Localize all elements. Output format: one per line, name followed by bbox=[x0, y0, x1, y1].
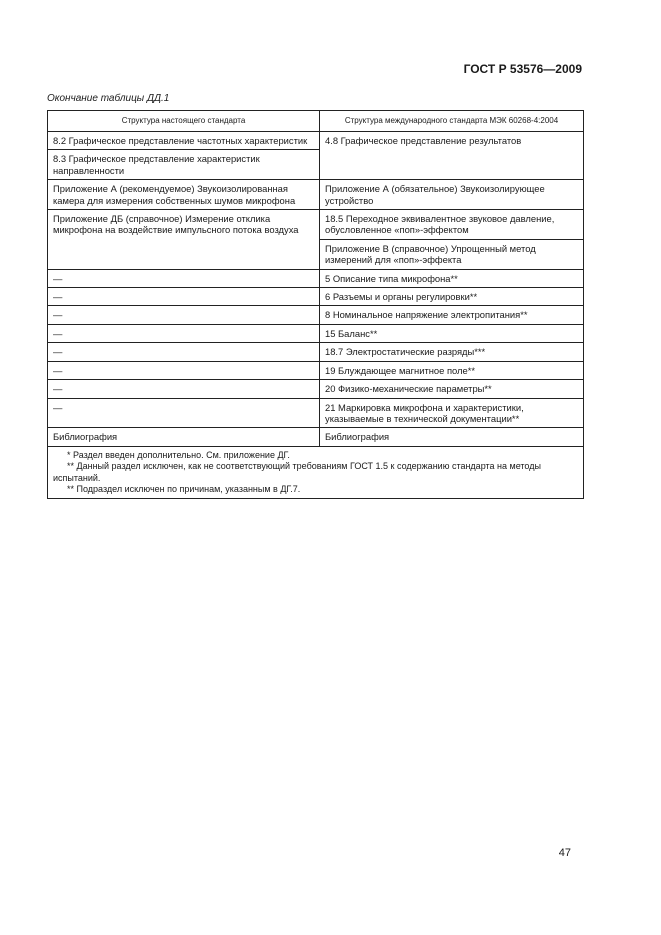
table-caption: Окончание таблицы ДД.1 bbox=[47, 93, 170, 104]
column-header-international: Структура международного стандарта МЭК 60268-4:2004 bbox=[320, 111, 584, 132]
table-row bbox=[48, 210, 584, 240]
table-cell: Приложение А (обязательное) Звукоизолирующее устройство bbox=[320, 180, 584, 210]
table-cell: 18.7 Электростатические разряды*** bbox=[320, 343, 584, 361]
table-row bbox=[48, 428, 584, 446]
footnote: ** Подраздел исключен по причинам, указанным в ДГ.7. bbox=[67, 483, 301, 494]
table-cell: 20 Физико-механические параметры** bbox=[320, 380, 584, 398]
table-cell: — bbox=[48, 398, 320, 428]
table-cell: 18.5 Переходное эквивалентное звуковое давление, обусловленное «поп»-эффектом bbox=[320, 210, 584, 240]
table-cell: — bbox=[48, 306, 320, 324]
table-cell: 21 Маркировка микрофона и характеристики, указываемые в технической документации** bbox=[320, 398, 584, 428]
table-cell: 6 Разъемы и органы регулировки** bbox=[320, 288, 584, 306]
table-cell: 19 Блуждающее магнитное поле** bbox=[320, 361, 584, 379]
structure-comparison-table bbox=[47, 110, 584, 499]
footnote: ** Данный раздел исключен, как не соответствующий требованиям ГОСТ 1.5 к содержанию стандарта на методы испытаний. bbox=[53, 461, 541, 483]
table-cell: — bbox=[48, 361, 320, 379]
table-row bbox=[48, 132, 584, 150]
table-row bbox=[48, 269, 584, 287]
table-notes-row bbox=[48, 446, 584, 499]
table-header-row bbox=[48, 111, 584, 132]
table-cell: 8 Номинальное напряжение электропитания** bbox=[320, 306, 584, 324]
table-cell: Библиография bbox=[320, 428, 584, 446]
table-cell: Библиография bbox=[48, 428, 320, 446]
table-row bbox=[48, 398, 584, 428]
table-row bbox=[48, 306, 584, 324]
table-cell: Приложение ДБ (справочное) Измерение отклика микрофона на воздействие импульсного потока воздуха bbox=[48, 210, 320, 270]
table-row bbox=[48, 180, 584, 210]
column-header-national: Структура настоящего стандарта bbox=[48, 111, 320, 132]
standard-code: ГОСТ Р 53576—2009 bbox=[463, 62, 582, 76]
page-number: 47 bbox=[558, 847, 571, 859]
table-row bbox=[48, 361, 584, 379]
table-cell: 15 Баланс** bbox=[320, 324, 584, 342]
table-cell: 8.2 Графическое представление частотных характеристик bbox=[48, 132, 320, 150]
table-row bbox=[48, 324, 584, 342]
table-notes bbox=[48, 446, 584, 499]
table-row bbox=[48, 380, 584, 398]
table-cell: Приложение В (справочное) Упрощенный метод измерений для «поп»-эффекта bbox=[320, 239, 584, 269]
table-cell: — bbox=[48, 380, 320, 398]
footnote: * Раздел введен дополнительно. См. приложение ДГ. bbox=[67, 449, 290, 460]
table-cell: 8.3 Графическое представление характеристик направленности bbox=[48, 150, 320, 180]
table-cell: 4.8 Графическое представление результатов bbox=[320, 132, 584, 180]
table-cell: Приложение А (рекомендуемое) Звукоизолированная камера для измерения собственных шумов микрофона bbox=[48, 180, 320, 210]
table-cell: — bbox=[48, 343, 320, 361]
table-cell: — bbox=[48, 288, 320, 306]
table-cell: — bbox=[48, 324, 320, 342]
table-cell: — bbox=[48, 269, 320, 287]
table-row bbox=[48, 288, 584, 306]
table-row bbox=[48, 343, 584, 361]
table-cell: 5 Описание типа микрофона** bbox=[320, 269, 584, 287]
